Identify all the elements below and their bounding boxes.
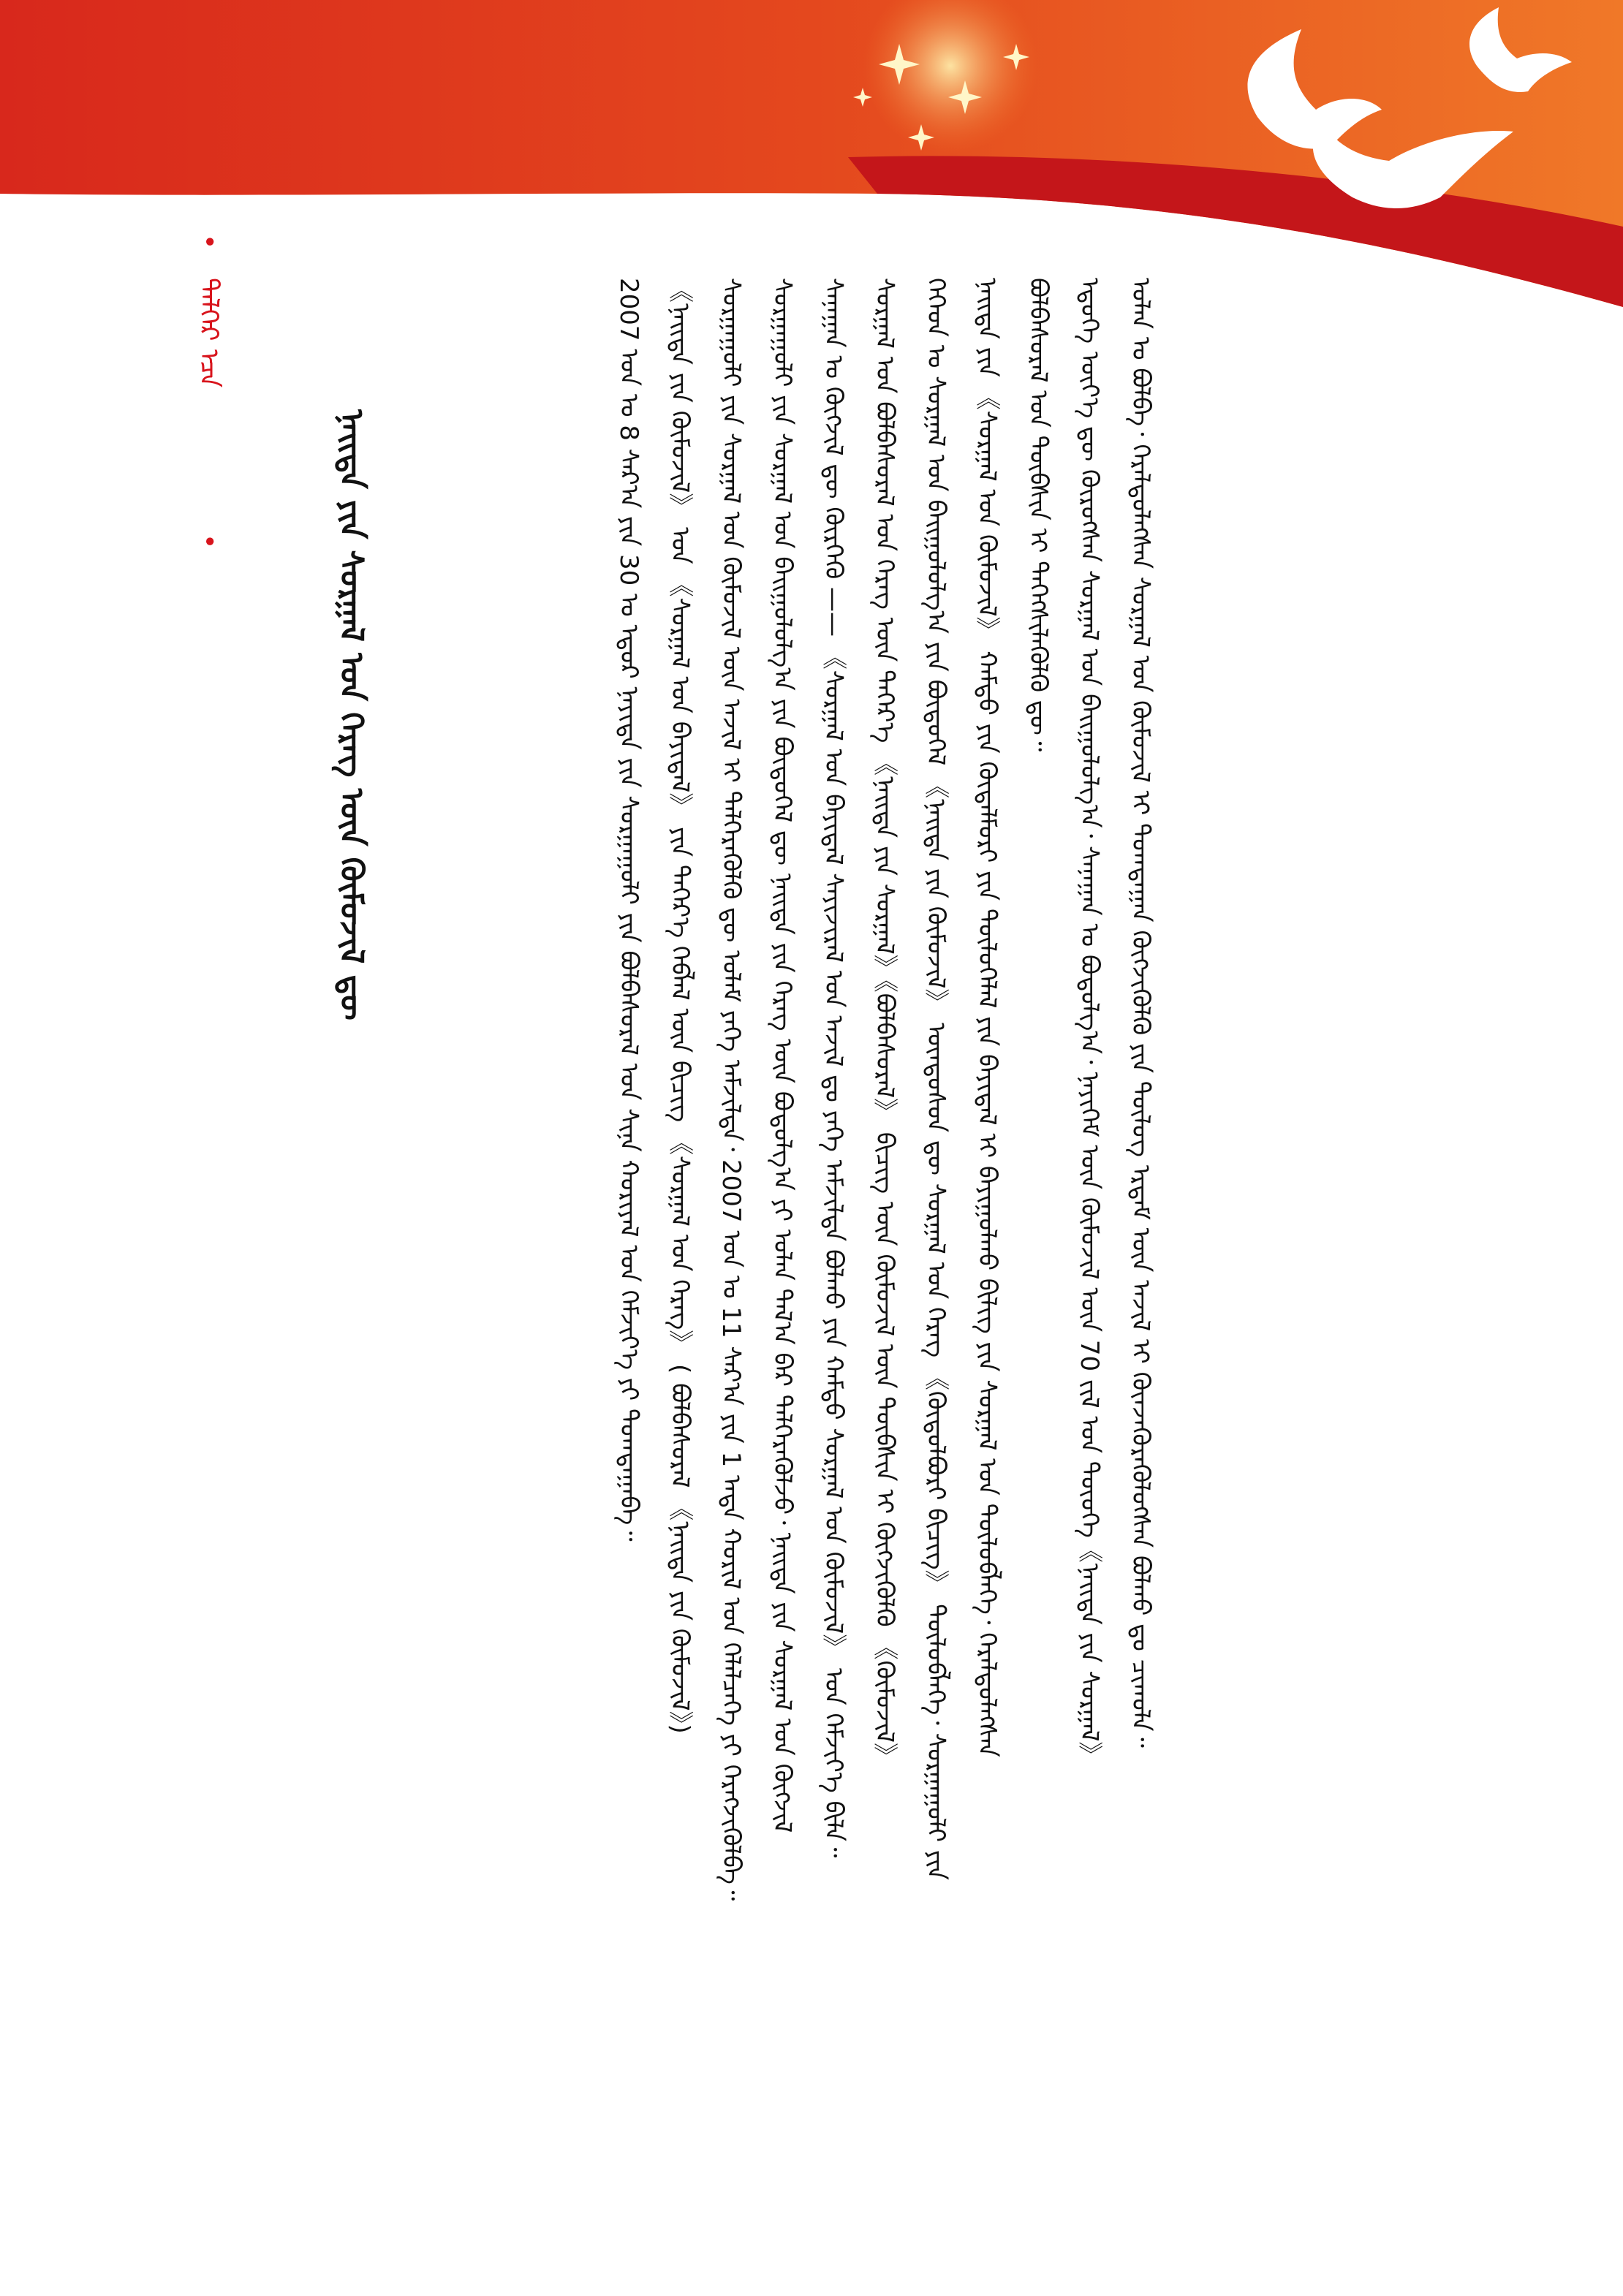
body-column: ᠬᠡᠭᠡᠳ ᠤ ᠰᠤᠷᠭᠠᠯ ᠤᠨ ᠪᠠᠢᠭᠤᠯᠤᠯᠭ᠎ᠠ ᠶᠢᠨ ᠪᠦᠲᠦᠭᠡᠯ 《ᠨᠡᠢᠲᠡ ᠶᠢᠨ ᠬᠦᠮᠦᠵᠢᠯ》 ᠦᠨᠳᠦᠰᠦᠨ ᠳᠦ ᠰᠤᠷᠭᠠᠯ ᠤᠨ ᠬᠡᠷᠡᠭ 《ᠬᠥᠲᠦᠯᠪᠦᠷᠢ ᠪᠢᠴᠢᠭ》 ᠲᠥᠯᠦᠪᠯᠡᠭᠡ᠂ ᠰᠤᠷᠭᠠᠭᠤᠯᠢ ᠶᠢᠨ xyxy=(921,278,950,1880)
body-column xyxy=(556,278,599,2251)
body-column: ᠰᠠᠨᠠᠭᠠᠨ ᠤ ᠬᠥᠭᠵᠢᠯ ᠳᠦ ᠬᠦᠷᠭᠡᠬᠦ —— 《ᠰᠤᠷᠭᠠᠯ ᠤᠨ ᠪᠠᠶᠢᠳᠠᠯ ᠰᠠᠶᠢᠵᠢᠷᠠᠯ ᠤᠨ ᠠᠵᠢᠯ ᠳᠤ ᠶᠡᠬᠡ ᠠᠮᠵᠢᠯᠲᠠ ᠪᠣᠯᠬᠤ ᠶᠢᠨ ᠬᠠᠮᠲᠤ ᠰᠤᠷᠭᠠᠯ ᠤᠨ ᠬᠦᠮᠦᠵᠢᠯ》 ᠤᠨ ᠬᠡᠮᠵᠢᠶ᠎ᠡ ᠪᠢᠯᠡ᠃ xyxy=(819,278,848,1858)
body-column xyxy=(504,278,548,2251)
body-column: 《ᠨᠡᠢᠲᠡ ᠶᠢᠨ ᠬᠦᠮᠦᠵᠢᠯ》 ᠤᠨ 《ᠰᠤᠷᠭᠠᠯ ᠤᠨ ᠪᠠᠶᠢᠳᠠᠯ》 ᠶᠢᠨ ᠳᠡᠭᠡᠷ᠎ᠡ ᠬᠡᠪᠯᠡᠯ ᠦᠨ ᠪᠢᠴᠢᠭ 《ᠰᠤᠷᠭᠠᠯ ᠤᠨ ᠬᠡᠷᠡᠭ》 ( ᠪᠣᠯᠪᠠᠰᠤᠷᠠᠯ 《ᠨᠡᠢᠲᠡ ᠶᠢᠨ ᠬᠦᠮᠦᠵᠢᠯ》) xyxy=(665,278,695,1735)
body-column: ᠡᠳᠦᠭᠡ ᠦᠶ᠎ᠡ ᠳᠦ ᠬᠦᠷᠦᠭᠰᠡᠨ ᠰᠤᠷᠭᠠᠯ ᠤᠨ ᠪᠠᠢᠭᠤᠯᠤᠯᠭ᠎ᠠ᠂ ᠰᠠᠨᠠᠭᠠᠨ ᠤ ᠪᠣᠳᠣᠯᠭ᠎ᠠ᠂ ᠨᠡᠶᠢᠭᠡᠮ ᠦᠨ ᠬᠦᠮᠦᠵᠢᠯ ᠦᠨ 70 ᠵᠢᠯ ᠤᠨ ᠲᠦᠦᠬᠡ《ᠨᠡᠢᠲᠡ ᠶᠢᠨ ᠰᠤᠷᠭᠠᠯ》 xyxy=(1075,278,1104,1768)
body-column: ᠰᠤᠷᠭᠠᠯ ᠤᠨ ᠪᠣᠯᠪᠠᠰᠤᠷᠠᠯ ᠤᠨ ᠬᠡᠷᠡᠭ ᠦᠨ ᠳᠡᠭᠡᠷ᠎ᠡ 《ᠨᠡᠢᠲᠡ ᠶᠢᠨ ᠰᠤᠷᠭᠠᠯ》《ᠪᠣᠯᠪᠠᠰᠤᠷᠠᠯ》 ᠪᠢᠴᠢᠭ ᠦᠨ ᠬᠦᠮᠦᠵᠢᠯ ᠦᠨ ᠲᠦᠪᠰᠢᠨ ᠢ ᠬᠥᠭᠵᠢᠭᠦᠯᠬᠦ 《ᠬᠦᠮᠦᠵᠢᠯ》 xyxy=(870,278,899,1769)
body-column: 2007 ᠣᠨ ᠤ 8 ᠰᠠᠷ᠎ᠠ ᠶᠢᠨ 30 ᠤ ᠡᠳᠦᠷ ᠨᠡᠶᠢᠲᠡ ᠶᠢᠨ ᠰᠤᠷᠭᠠᠭᠤᠯᠢ ᠶᠢᠨ ᠪᠣᠯᠪᠠᠰᠤᠷᠠᠯ ᠤᠨ ᠰᠢᠨᠡ ᠬᠣᠷᠢᠶᠠᠯ ᠤᠨ ᠬᠡᠮᠵᠢᠶ᠎ᠡ ᠶᠢ ᠲᠣᠭᠲᠠᠭᠠᠪᠠ᠃ xyxy=(614,278,643,1542)
header-banner xyxy=(0,0,1623,307)
body-column: ᠰᠤᠷᠭᠠᠭᠤᠯᠢ ᠶᠢᠨ ᠰᠤᠷᠭᠠᠯ ᠤᠨ ᠪᠠᠢᠭᠤᠯᠤᠯᠭ᠎ᠠ ᠶᠢᠨ ᠪᠦᠲᠦᠭᠡᠯ ᠳᠦ ᠨᠡᠢᠲᠡ ᠶᠢᠨ ᠬᠡᠷᠡᠭ ᠦᠨ ᠪᠣᠳᠣᠯᠭ᠎ᠠ ᠶᠢ ᠣᠯᠠᠨ ᠲᠠᠯ᠎ᠠ ᠪᠠᠷ ᠳᠡᠯᠭᠡᠷᠡᠭᠦᠯᠵᠦ᠂ ᠨᠡᠢᠲᠡ ᠶᠢᠨ ᠰᠤᠷᠭᠠᠯ ᠤᠨ ᠬᠥᠭᠵᠢᠯ xyxy=(768,278,797,1833)
author-name: ᠳᠡᠯᠭᠡᠷ ᠡᠴᠡ xyxy=(194,278,224,388)
article-title: ᠨᠡᠢᠲᠡ ᠶᠢᠨ ᠰᠤᠷᠭᠠᠯ ᠤᠨ ᠬᠡᠷᠡᠭ ᠦᠨ ᠬᠦᠮᠦᠵᠢᠯ ᠳᠦ xyxy=(333,409,370,1020)
banner-shape xyxy=(0,0,1623,307)
bullet: • xyxy=(194,234,224,251)
body-column: ᠰᠤᠷᠭᠠᠭᠤᠯᠢ ᠶᠢᠨ ᠰᠤᠷᠭᠠᠯ ᠤᠨ ᠬᠦᠮᠦᠵᠢᠯ ᠦᠨ ᠠᠵᠢᠯ ᠢ ᠳᠡᠯᠭᠡᠷᠡᠭᠦᠯᠬᠦ ᠳᠦ ᠤᠯᠠᠮ ᠶᠡᠬᠡ ᠠᠮᠵᠢᠯᠲᠠ᠂ 2007 ᠣᠨ ᠤ 11 ᠰᠠᠷ᠎ᠠ ᠶᠢᠨ 1 ᠡᠨᠳᠡ ᠬᠣᠷᠢᠯ ᠤᠨ ᠬᠡᠯᠡᠯᠴᠡᠭᠡ ᠶᠢ ᠬᠡᠷᠡᠭᠵᠢᠭᠦᠯᠪᠡ᠃ xyxy=(716,278,746,1901)
bullet: • xyxy=(194,534,224,550)
body-column: ᠪᠣᠯᠪᠠᠰᠤᠷᠠᠯ ᠤᠨ ᠲᠦᠪᠰᠢᠨ ᠢ ᠳᠡᠭᠡᠭᠰᠢᠯᠡᠭᠦᠯᠬᠦ ᠳᠦ᠃ xyxy=(1024,278,1053,752)
body-column: ᠨᠡᠢᠲᠡ ᠶᠢᠨ 《ᠰᠤᠷᠭᠠᠯ ᠤᠨ ᠬᠦᠮᠦᠵᠢᠯ》 ᠬᠠᠮᠲᠤ ᠶᠢᠨ ᠬᠥᠳᠡᠯᠮᠦᠷᠢ ᠶᠢᠨ ᠲᠥᠯᠥᠭᠡᠯᠡᠯ ᠶᠢᠨ ᠪᠠᠶᠢᠳᠠᠯ ᠢ ᠪᠠᠶᠢᠭᠤᠯᠬᠤ ᠪᠢᠯᠢᠭ ᠶᠢᠨ ᠰᠤᠷᠭᠠᠯ ᠤᠨ ᠲᠥᠯᠥᠪᠯᠡᠭᠡ᠂ ᠭᠡᠷᠡᠯᠳᠦᠯᠡᠭᠰᠡᠨ xyxy=(972,278,1002,1757)
body-column: ᠣᠯᠠᠨ ᠤ ᠪᠣᠯᠪᠠ᠂ ᠭᠡᠷᠡᠯᠳᠦᠯᠡᠭᠰᠡᠨ ᠰᠤᠷᠭᠠᠯ ᠤᠨ ᠬᠦᠮᠦᠵᠢᠯ ᠢ ᠲᠣᠭᠲᠠᠭᠠᠨ ᠬᠥᠭᠵᠢᠭᠦᠯᠬᠦ ᠶᠢᠨ ᠲᠥᠯᠥᠭ ᠡᠷᠳᠡᠮ ᠦᠨ ᠠᠵᠢᠯ ᠢ ᠭᠦᠨᠵᠡᠭᠦᠷᠡᠭᠦᠯᠦᠭᠰᠡᠨ ᠪᠣᠯᠬᠤ ᠳᠤ ᠴᠢᠬᠤᠯᠠ᠃ xyxy=(1126,278,1155,1748)
body-column xyxy=(453,278,497,2251)
